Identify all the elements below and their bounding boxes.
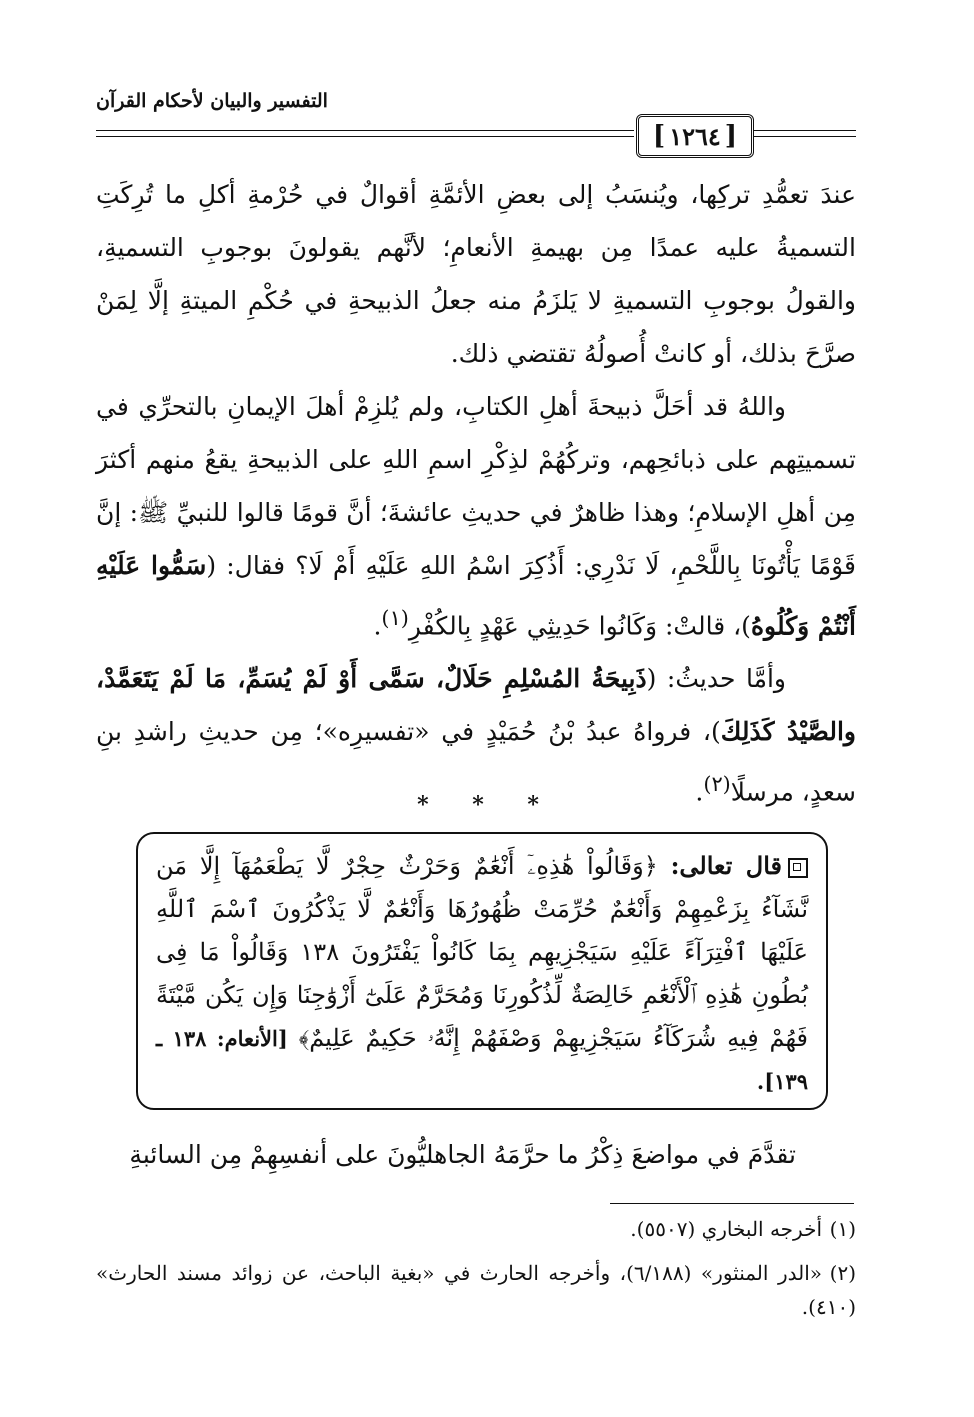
continuing-text: تقدَّمَ في مواضعَ ذِكْرُ ما حرَّمَهُ الجاهليُّونَ على أنفسِهِمْ مِن السائبةِ [129, 1140, 796, 1169]
header-rule [96, 136, 634, 137]
footnote-separator [610, 1203, 854, 1204]
hadith-quote: ذَبِيحَةُ المُسْلِمِ حَلَالٌ، سَمَّى أَوْ لَمْ يُسَمِّ، مَا لَمْ يَتَعَمَّدْ، والصَّيْدُ كَذَلِكَ [96, 664, 856, 747]
header-rule [752, 136, 856, 137]
paragraph-3: وأمَّا حديثُ: (ذَبِيحَةُ المُسْلِمِ حَلَالٌ، سَمَّى أَوْ لَمْ يُسَمِّ، مَا لَمْ يَتَعَمَّدْ، والصَّيْدُ كَذَلِكَ)، فرواهُ عبدُ بْنُ حُمَيْدٍ في «تفسيرِه»؛ مِن حديثِ راشدِ بنِ سعدٍ، مرسلًا$^{(٢)}$. [96, 664, 856, 807]
book-title: التفسير والبيان لأحكام القرآن [96, 90, 328, 112]
paragraph-1: عندَ تعمُّدِ تركِها، ويُنسَبُ إلى بعضِ الأئمَّةِ أقوالٌ في حُرْمةِ أكلِ ما تُرِكَتِ التسميةُ عليه عمدًا مِن بهيمةِ الأنعامِ؛ لأنَّهم يقولونَ بوجوبِ التسميةِ، والقولُ بوجوبِ التسميةِ لا يَلزَمُ منه جعلُ الذبيحةِ في حُكْمِ الميتةِ إلَّا لِمَنْ صرَّحَ بذلك، أو كانتْ أُصولُهُ تقتضي ذلك. [96, 180, 856, 368]
verse-reference: [الأنعام: ١٣٨ ـ ١٣٩]. [156, 1026, 808, 1094]
ornament-icon [788, 858, 808, 878]
footnote-item: (٢)«الدر المنثور» (٦/١٨٨)، وأخرجه الحارث في «بغية الباحث، عن زوائد مسند الحارث» (٤١٠). [96, 1261, 856, 1319]
page-number: ١٢٦٤ [669, 121, 721, 151]
verse-box [136, 832, 828, 1110]
verse-label: قال تعالى: [670, 851, 783, 880]
footnotes [96, 1212, 856, 1334]
hadith-quote: سَمُّوا عَلَيْهِ أَنْتُمْ وَكُلُوهُ [96, 551, 856, 641]
footnote-ref-1: (١) [381, 606, 409, 630]
paragraph-2: واللهُ قد أحَلَّ ذبيحةَ أهلِ الكتابِ، ولم يُلزِمْ أهلَ الإيمانِ بالتحرِّي في تسميتِهم على ذبائحِهم، وتركُهُمْ لذِكْرِ اسمِ اللهِ على الذبيحةِ يقعُ منهم أكثرَ مِن أهلِ الإسلامِ؛ وهذا ظاهرٌ في حديثِ عائشةَ؛ أنَّ قومًا قالوا للنبيِّ ﷺ: إنَّ قَوْمًا يَأْتُونَا بِاللَّحْمِ، لَا نَدْرِي: أَذُكِرَ اسْمُ اللهِ عَلَيْهِ أَمْ لَا؟ فقال: (سَمُّوا عَلَيْهِ أَنْتُمْ وَكُلُوهُ)، قالتْ: وَكَانُوا حَدِيثِي عَهْدٍ بِالكُفْرِ$^{(١)}$. [96, 392, 857, 641]
footnote-ref-2: (٢) [703, 772, 731, 797]
header-rule [752, 130, 856, 131]
section-divider: * * * [417, 792, 557, 818]
page-number-box: [ ١٢٦٤ ] [636, 114, 754, 158]
footnote-item: (١)أخرجه البخاري (٥٥٠٧). [630, 1217, 856, 1241]
main-text [96, 168, 856, 819]
page-header [96, 84, 856, 154]
header-rule [96, 130, 634, 131]
verse-text: ﴿وَقَالُواْ هَٰذِهِۦٓ أَنْعَٰمٌ وَحَرْثٌ حِجْرٌ لَّا يَطْعَمُهَآ إِلَّا مَن نَّشَآءُ بِزَعْمِهِمْ وَأَنْعَٰمٌ حُرِّمَتْ ظُهُورُهَا وَأَنْعَٰمٌ لَّا يَذْكُرُونَ ٱسْمَ ٱللَّهِ عَلَيْهَا ٱفْتِرَآءً عَلَيْهِ سَيَجْزِيهِم بِمَا كَانُواْ يَفْتَرُونَ ١٣٨ وَقَالُواْ مَا فِى بُطُونِ هَٰذِهِ ٱلْأَنْعَٰمِ خَالِصَةٌ لِّذُكُورِنَا وَمُحَرَّمٌ عَلَىٰٓ أَزْوَٰجِنَا وَإِن يَكُن مَّيْتَةً فَهُمْ فِيهِ شُرَكَآءُ سَيَجْزِيهِمْ وَصْفَهُمْ إِنَّهُۥ حَكِيمٌ عَلِيمٌ﴾ [156, 852, 808, 1052]
